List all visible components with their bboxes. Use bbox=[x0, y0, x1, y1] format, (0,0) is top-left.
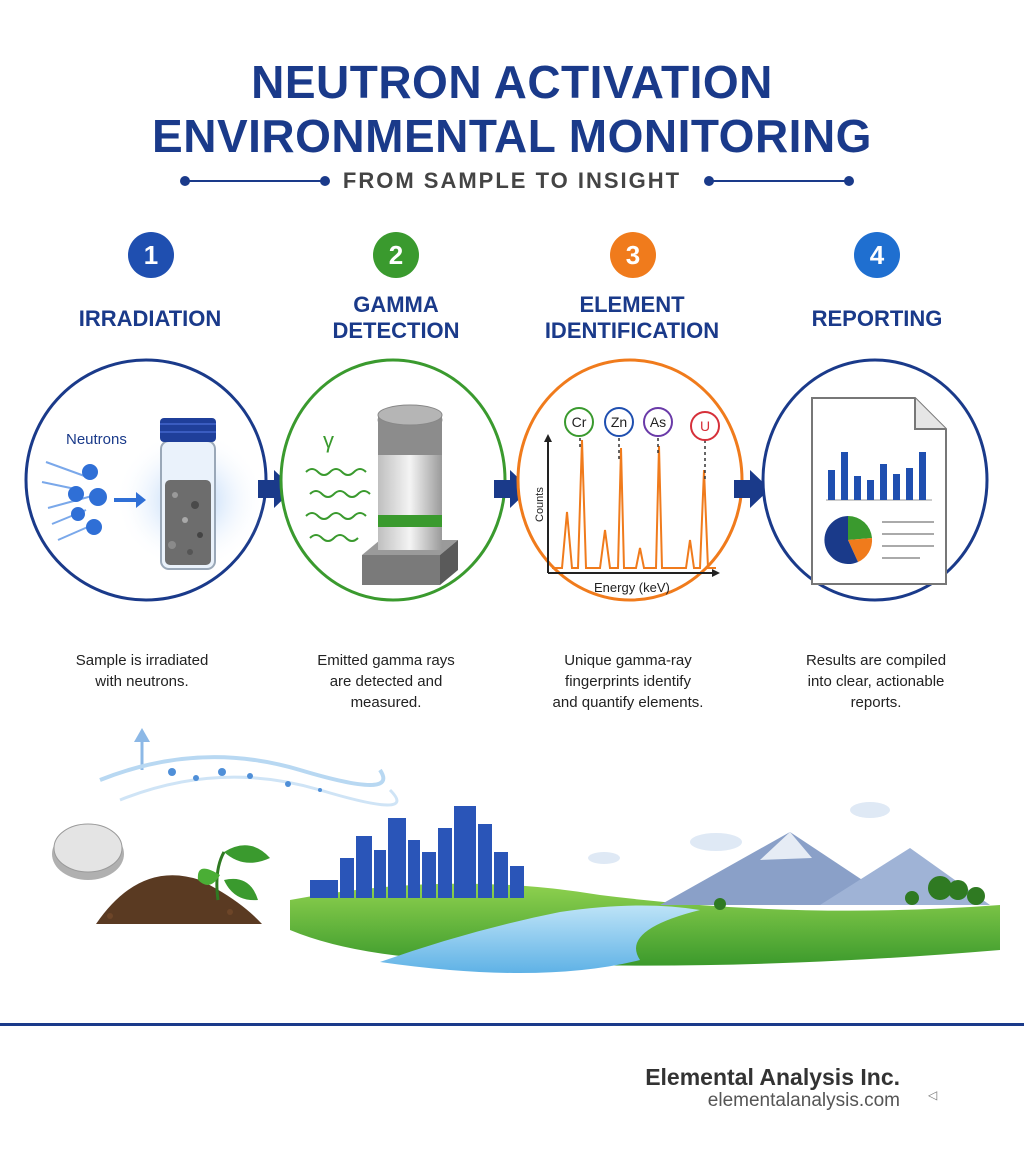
city-skyline-icon bbox=[310, 806, 524, 898]
step-2-desc-line3: measured. bbox=[350, 694, 422, 711]
step-2-desc-line1: Emitted gamma rays bbox=[317, 652, 455, 669]
step-4-number: 4 bbox=[854, 232, 900, 278]
step-3-description bbox=[518, 650, 738, 713]
step-3-title-line2: IDENTIFICATION bbox=[544, 318, 720, 343]
step-2-desc-line2: are detected and bbox=[329, 673, 443, 690]
step-1-title: IRRADIATION bbox=[78, 306, 222, 331]
step-3-desc-line1: Unique gamma-ray bbox=[564, 652, 692, 669]
step-3-desc-line3: and quantify elements. bbox=[552, 694, 704, 711]
element-cr-label: Cr bbox=[571, 414, 587, 430]
element-u-label: U bbox=[699, 418, 711, 434]
clouds-icon bbox=[588, 802, 890, 864]
neutrons-label: Neutrons bbox=[66, 431, 127, 448]
title-line-2: ENVIRONMENTAL MONITORING bbox=[152, 110, 872, 162]
step-2-description bbox=[276, 650, 496, 713]
step-1-desc-line2: with neutrons. bbox=[95, 673, 189, 690]
spectrum-y-label: Counts bbox=[534, 487, 546, 522]
step-4-description bbox=[766, 650, 986, 713]
step-4-desc-line3: reports. bbox=[850, 694, 902, 711]
gamma-symbol: γ bbox=[323, 428, 334, 453]
element-zn-label: Zn bbox=[610, 414, 628, 430]
step-3-title-line1: ELEMENT bbox=[579, 292, 685, 317]
spectrum-x-label: Energy (keV) bbox=[594, 580, 670, 595]
footer-divider bbox=[0, 1023, 1024, 1026]
air-filter-icon bbox=[52, 824, 124, 880]
company-website[interactable]: elementalanalysis.com bbox=[707, 1090, 900, 1111]
report-document-icon bbox=[812, 398, 946, 584]
element-as-label: As bbox=[649, 414, 667, 430]
step-3-number: 3 bbox=[610, 232, 656, 278]
title-line-1: NEUTRON ACTIVATION bbox=[251, 56, 773, 108]
company-name: Elemental Analysis Inc. bbox=[645, 1064, 900, 1090]
step-4-title: REPORTING bbox=[811, 306, 943, 331]
step-2-title-line2: DETECTION bbox=[332, 318, 460, 343]
step-1-number: 1 bbox=[128, 232, 174, 278]
step-3-desc-line2: fingerprints identify bbox=[565, 673, 691, 690]
sample-vial-icon bbox=[160, 418, 216, 569]
air-wind-icon bbox=[100, 728, 397, 805]
subtitle: FROM SAMPLE TO INSIGHT bbox=[342, 168, 682, 193]
step-4-desc-line1: Results are compiled bbox=[805, 652, 947, 669]
step-2-title-line1: GAMMA bbox=[353, 292, 439, 317]
triangle-marker-icon: ◁ bbox=[928, 1088, 938, 1102]
step-1-description bbox=[32, 650, 252, 692]
step-2-number: 2 bbox=[373, 232, 419, 278]
step-1-desc-line1: Sample is irradiated bbox=[75, 652, 209, 669]
step-4-desc-line2: into clear, actionable bbox=[807, 673, 945, 690]
